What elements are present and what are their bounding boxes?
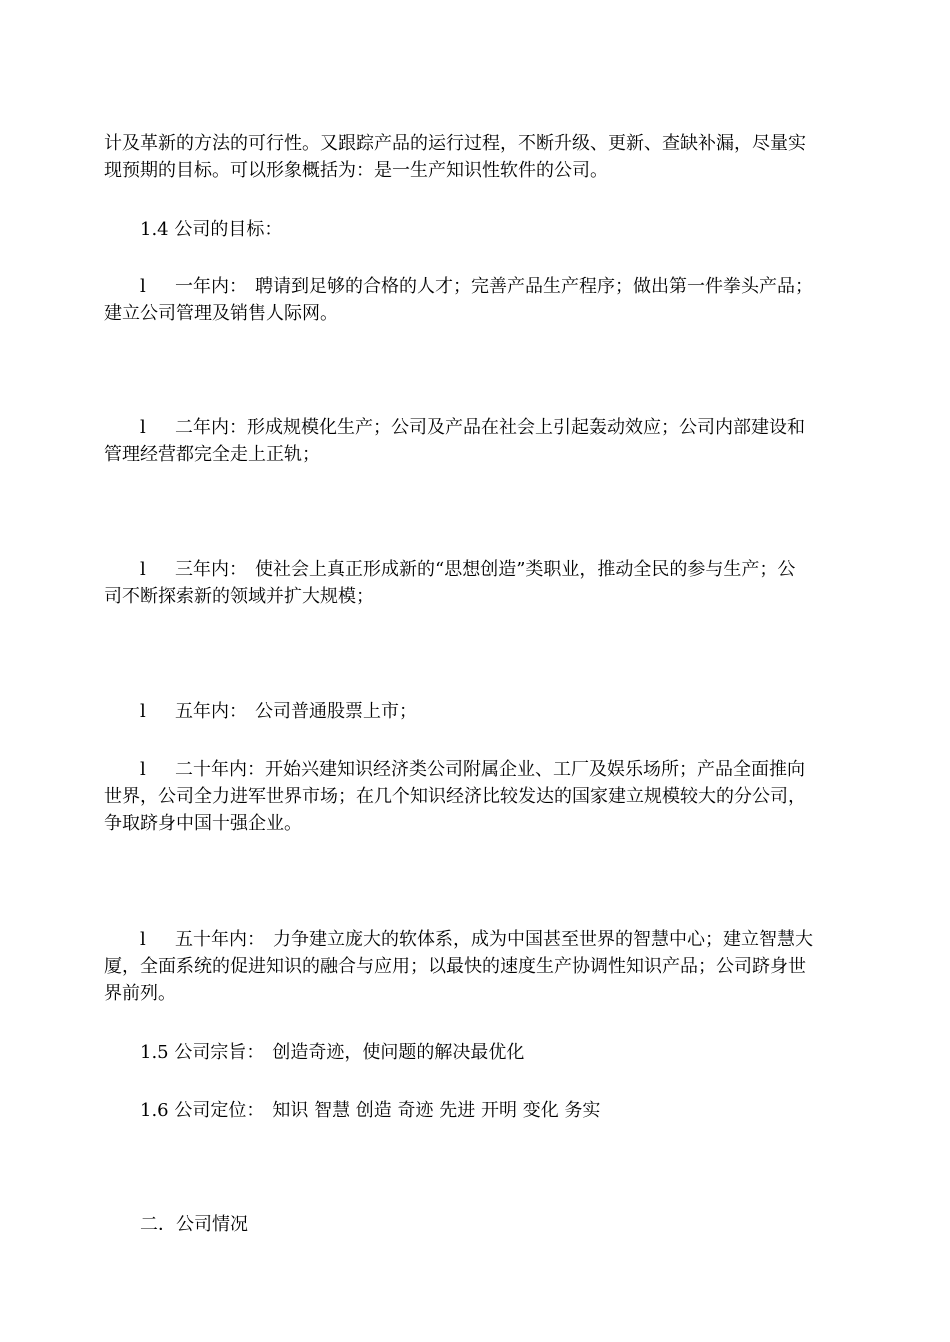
goal-text: 建立公司管理及销售人际网。 [104, 303, 338, 324]
goal-label: 三年内： [175, 559, 247, 580]
goal-text: 司不断探索新的领域并扩大规模； [104, 586, 374, 607]
goals-heading: 1.4 公司的目标： [140, 219, 283, 240]
intro-line: 现预期的目标。可以形象概括为：是一生产知识性软件的公司。 [104, 160, 608, 181]
goal-item [104, 756, 854, 837]
goal-item [104, 556, 854, 610]
goal-item [104, 698, 854, 725]
goal-text: 争取跻身中国十强企业。 [104, 813, 302, 834]
goal-text: 使社会上真正形成新的“思想创造”类职业，推动全民的参与生产；公 [255, 559, 796, 580]
goal-text: 开始兴建知识经济类公司附属企业、工厂及娱乐场所；产品全面推向 [265, 759, 805, 780]
positioning-text: 知识 智慧 创造 奇迹 先进 开明 变化 务实 [272, 1100, 601, 1121]
goal-item [104, 273, 854, 327]
goal-label: 一年内： [175, 276, 247, 297]
goal-text: 公司普通股票上市； [255, 701, 417, 722]
goal-text: 力争建立庞大的软体系，成为中国甚至世界的智慧中心；建立智慧大 [273, 929, 813, 950]
bullet-icon: l [140, 276, 146, 297]
bullet-icon: l [140, 929, 146, 950]
goal-label: 二年内： [175, 417, 247, 438]
intro-line: 计及革新的方法的可行性。又跟踪产品的运行过程，不断升级、更新、查缺补漏，尽量实 [104, 133, 806, 154]
goal-label: 五十年内： [175, 929, 265, 950]
bullet-icon: l [140, 759, 146, 780]
company-purpose [140, 1039, 854, 1066]
bullet-icon: l [140, 559, 146, 580]
bullet-icon: l [140, 417, 146, 438]
goal-text: 界前列。 [104, 983, 176, 1004]
goal-text: 管理经营都完全走上正轨； [104, 444, 320, 465]
company-positioning [140, 1097, 854, 1124]
goal-label: 二十年内： [175, 759, 265, 780]
bullet-icon: l [140, 701, 146, 722]
goal-text: 形成规模化生产；公司及产品在社会上引起轰动效应；公司内部建设和 [247, 417, 805, 438]
goal-text: 厦，全面系统的促进知识的融合与应用；以最快的速度生产协调性知识产品；公司跻身世 [104, 956, 806, 977]
goal-label: 五年内： [175, 701, 247, 722]
goal-text: 世界，公司全力进军世界市场；在几个知识经济比较发达的国家建立规模较大的分公司， [104, 786, 806, 807]
goal-item [104, 926, 854, 1007]
goal-item [104, 414, 854, 468]
section-heading: 二．公司情况 [140, 1214, 248, 1235]
purpose-label: 1.5 公司宗旨： [140, 1042, 265, 1063]
positioning-label: 1.6 公司定位： [140, 1100, 265, 1121]
purpose-text: 创造奇迹，使问题的解决最优化 [272, 1042, 525, 1063]
intro-paragraph [104, 130, 854, 184]
goal-text: 聘请到足够的合格的人才；完善产品生产程序；做出第一件拳头产品； [255, 276, 813, 297]
